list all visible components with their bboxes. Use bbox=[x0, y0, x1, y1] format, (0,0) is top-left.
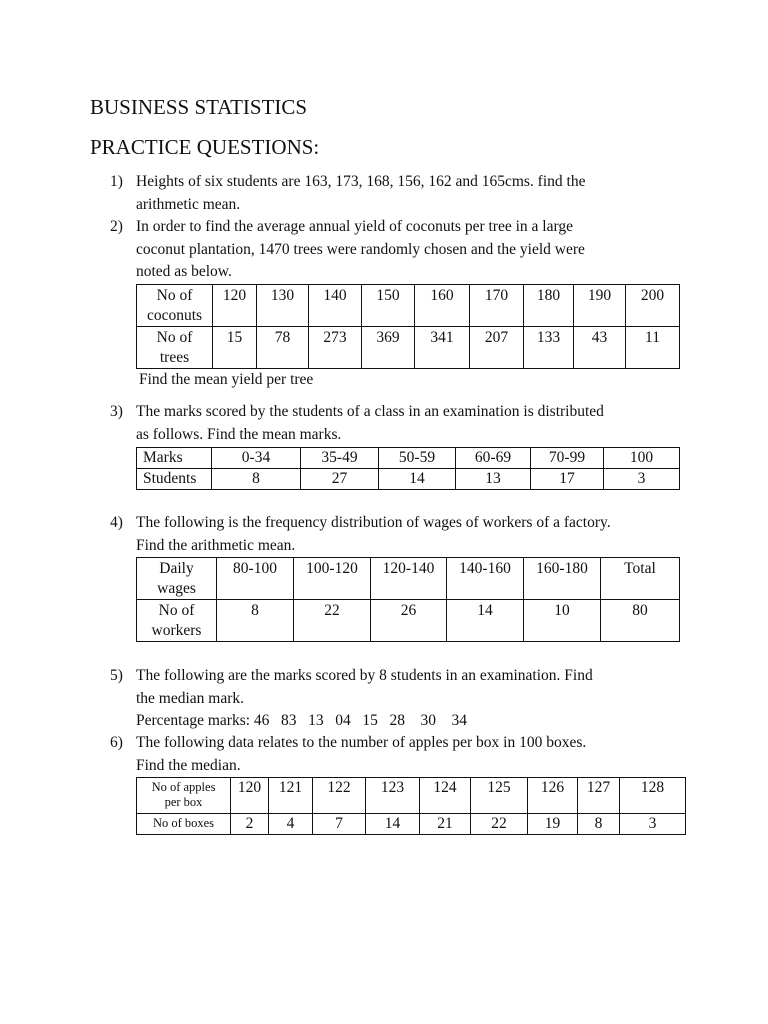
table-cell: 100 bbox=[604, 448, 680, 469]
table-cell: 100-120 bbox=[294, 558, 371, 600]
row-header-cell: No of boxes bbox=[137, 814, 231, 835]
table-row bbox=[137, 285, 680, 327]
question-text-line: noted as below. bbox=[136, 263, 232, 280]
table-row bbox=[137, 778, 686, 814]
row-header-cell: No of workers bbox=[137, 600, 217, 642]
table-cell: 11 bbox=[626, 327, 680, 369]
table-row bbox=[137, 558, 680, 600]
table-cell: 0-34 bbox=[212, 448, 301, 469]
question-number: 4) bbox=[110, 514, 123, 531]
question-text-line: Percentage marks: 46 83 13 04 15 28 30 34 bbox=[136, 712, 468, 729]
table-cell: 22 bbox=[471, 814, 528, 835]
question-6 bbox=[110, 732, 690, 777]
question-number: 5) bbox=[110, 667, 123, 684]
question-text-line: coconut plantation, 1470 trees were randomly chosen and the yield were bbox=[136, 240, 585, 258]
table-cell: 7 bbox=[313, 814, 366, 835]
table-cell: 124 bbox=[420, 778, 471, 814]
question-text-line: the median mark. bbox=[136, 689, 245, 707]
question-text-line: arithmetic mean. bbox=[136, 195, 241, 213]
table-cell: 21 bbox=[420, 814, 471, 835]
table-cell: 13 bbox=[456, 469, 531, 490]
document-title: BUSINESS STATISTICS bbox=[90, 95, 308, 119]
table-cell: 19 bbox=[528, 814, 578, 835]
question-text-line: The following data relates to the number of apples per box in 100 boxes. bbox=[136, 734, 587, 751]
table-cell: 14 bbox=[366, 814, 420, 835]
table-cell: 190 bbox=[574, 285, 626, 327]
table-cell: 43 bbox=[574, 327, 626, 369]
question-text-line: The following is the frequency distribution of wages of workers of a factory. bbox=[136, 514, 611, 531]
table-cell: 3 bbox=[620, 814, 686, 835]
coconut-yield-table bbox=[136, 284, 680, 369]
table-cell: 125 bbox=[471, 778, 528, 814]
table-cell: 22 bbox=[294, 600, 371, 642]
table-cell: 120 bbox=[231, 778, 269, 814]
table-cell: 8 bbox=[212, 469, 301, 490]
table-cell: 123 bbox=[366, 778, 420, 814]
question-4 bbox=[110, 512, 690, 557]
question-instruction: Find the mean yield per tree bbox=[139, 371, 314, 388]
row-header-cell: No of coconuts bbox=[137, 285, 213, 327]
table-cell: 130 bbox=[257, 285, 309, 327]
table-cell: 121 bbox=[269, 778, 313, 814]
question-number: 3) bbox=[110, 403, 123, 420]
table-cell: 126 bbox=[528, 778, 578, 814]
apples-per-box-table bbox=[136, 777, 686, 835]
question-2 bbox=[110, 216, 690, 284]
table-cell: 60-69 bbox=[456, 448, 531, 469]
table-cell: 180 bbox=[524, 285, 574, 327]
table-cell: 150 bbox=[362, 285, 415, 327]
table-cell: 8 bbox=[578, 814, 620, 835]
question-text-line: as follows. Find the mean marks. bbox=[136, 425, 342, 443]
row-header-cell: Marks bbox=[137, 448, 212, 469]
question-number: 6) bbox=[110, 734, 123, 751]
table-cell: 133 bbox=[524, 327, 574, 369]
table-cell: 120 bbox=[213, 285, 257, 327]
question-text-line: Heights of six students are 163, 173, 168, 156, 162 and 165cms. find the bbox=[136, 173, 586, 190]
question-text-line: The marks scored by the students of a class in an examination is distributed bbox=[136, 403, 604, 420]
row-header-cell: Daily wages bbox=[137, 558, 217, 600]
table-row bbox=[137, 600, 680, 642]
table-cell: 3 bbox=[604, 469, 680, 490]
table-cell: 369 bbox=[362, 327, 415, 369]
wages-distribution-table bbox=[136, 557, 680, 642]
question-text-line: Find the arithmetic mean. bbox=[136, 536, 296, 554]
section-heading: PRACTICE QUESTIONS: bbox=[90, 135, 320, 159]
row-header-cell: Students bbox=[137, 469, 212, 490]
table-cell: 14 bbox=[379, 469, 456, 490]
table-cell: 120-140 bbox=[371, 558, 447, 600]
table-cell: 207 bbox=[470, 327, 524, 369]
table-cell: 27 bbox=[301, 469, 379, 490]
table-row bbox=[137, 448, 680, 469]
question-text-line: In order to find the average annual yield of coconuts per tree in a large bbox=[136, 218, 573, 235]
question-number: 1) bbox=[110, 173, 123, 190]
table-cell: 140 bbox=[309, 285, 362, 327]
table-cell: 341 bbox=[415, 327, 470, 369]
table-cell: 80-100 bbox=[217, 558, 294, 600]
table-cell: 160-180 bbox=[524, 558, 601, 600]
table-cell: 8 bbox=[217, 600, 294, 642]
table-cell: 170 bbox=[470, 285, 524, 327]
row-header-cell: No of trees bbox=[137, 327, 213, 369]
question-number: 2) bbox=[110, 218, 123, 235]
question-1 bbox=[110, 171, 690, 216]
table-cell: 160 bbox=[415, 285, 470, 327]
table-cell: 26 bbox=[371, 600, 447, 642]
table-cell: 122 bbox=[313, 778, 366, 814]
table-cell: 140-160 bbox=[447, 558, 524, 600]
row-header-cell: No of apples per box bbox=[137, 778, 231, 814]
table-cell: 273 bbox=[309, 327, 362, 369]
table-cell: Total bbox=[601, 558, 680, 600]
question-3 bbox=[110, 401, 690, 446]
table-cell: 50-59 bbox=[379, 448, 456, 469]
table-cell: 17 bbox=[531, 469, 604, 490]
table-cell: 78 bbox=[257, 327, 309, 369]
table-cell: 15 bbox=[213, 327, 257, 369]
table-cell: 10 bbox=[524, 600, 601, 642]
question-text-line: Find the median. bbox=[136, 756, 241, 774]
table-cell: 128 bbox=[620, 778, 686, 814]
table-row bbox=[137, 469, 680, 490]
table-cell: 4 bbox=[269, 814, 313, 835]
marks-distribution-table bbox=[136, 447, 680, 490]
table-cell: 2 bbox=[231, 814, 269, 835]
question-5 bbox=[110, 665, 690, 733]
table-row bbox=[137, 814, 686, 835]
table-cell: 80 bbox=[601, 600, 680, 642]
table-cell: 200 bbox=[626, 285, 680, 327]
table-cell: 70-99 bbox=[531, 448, 604, 469]
table-cell: 127 bbox=[578, 778, 620, 814]
question-text-line: The following are the marks scored by 8 students in an examination. Find bbox=[136, 667, 593, 684]
table-cell: 14 bbox=[447, 600, 524, 642]
table-cell: 35-49 bbox=[301, 448, 379, 469]
table-row bbox=[137, 327, 680, 369]
